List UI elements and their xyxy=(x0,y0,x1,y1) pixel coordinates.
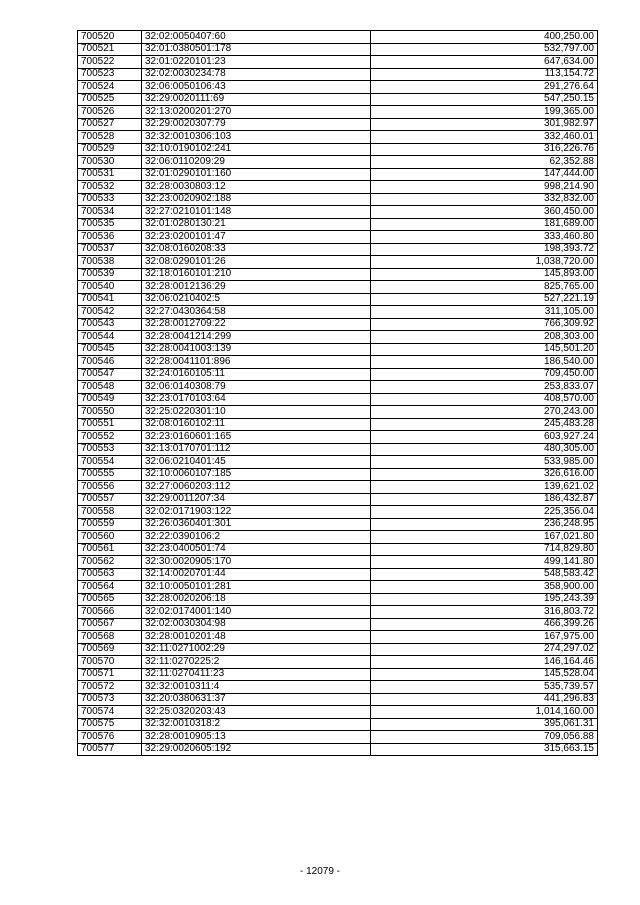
record-id-cell: 700553 xyxy=(78,443,142,456)
record-id-cell: 700557 xyxy=(78,493,142,506)
amount-cell: 466,399.26 xyxy=(371,618,598,631)
table-row xyxy=(78,418,598,431)
amount-cell: 603,927.24 xyxy=(371,431,598,444)
table-row xyxy=(78,668,598,681)
table-row xyxy=(78,81,598,94)
record-id-cell: 700528 xyxy=(78,131,142,144)
table-row xyxy=(78,106,598,119)
record-id-cell: 700549 xyxy=(78,393,142,406)
table-row xyxy=(78,643,598,656)
cadastral-number-cell: 32:23:0160601:165 xyxy=(142,431,371,444)
record-id-cell: 700533 xyxy=(78,193,142,206)
cadastral-number-cell: 32:14:0020701:44 xyxy=(142,568,371,581)
amount-cell: 532,797.00 xyxy=(371,43,598,56)
cadastral-number-cell: 32:28:0041214:299 xyxy=(142,331,371,344)
table-row xyxy=(78,93,598,106)
cadastral-number-cell: 32:11:0270411:23 xyxy=(142,668,371,681)
record-id-cell: 700535 xyxy=(78,218,142,231)
record-id-cell: 700559 xyxy=(78,518,142,531)
cadastral-number-cell: 32:10:0050101:281 xyxy=(142,581,371,594)
table-row xyxy=(78,693,598,706)
table-row xyxy=(78,256,598,269)
record-id-cell: 700555 xyxy=(78,468,142,481)
record-id-cell: 700539 xyxy=(78,268,142,281)
records-table-body xyxy=(78,31,598,756)
record-id-cell: 700554 xyxy=(78,456,142,469)
cadastral-number-cell: 32:13:0170701:112 xyxy=(142,443,371,456)
amount-cell: 358,900.00 xyxy=(371,581,598,594)
record-id-cell: 700558 xyxy=(78,506,142,519)
table-row xyxy=(78,568,598,581)
record-id-cell: 700520 xyxy=(78,31,142,44)
amount-cell: 208,303.00 xyxy=(371,331,598,344)
record-id-cell: 700567 xyxy=(78,618,142,631)
record-id-cell: 700523 xyxy=(78,68,142,81)
cadastral-number-cell: 32:30:0020905:170 xyxy=(142,556,371,569)
record-id-cell: 700538 xyxy=(78,256,142,269)
record-id-cell: 700543 xyxy=(78,318,142,331)
amount-cell: 195,243.39 xyxy=(371,593,598,606)
records-table xyxy=(77,30,598,756)
record-id-cell: 700566 xyxy=(78,606,142,619)
cadastral-number-cell: 32:06:0210402:5 xyxy=(142,293,371,306)
amount-cell: 270,243.00 xyxy=(371,406,598,419)
record-id-cell: 700537 xyxy=(78,243,142,256)
table-row xyxy=(78,493,598,506)
table-row xyxy=(78,556,598,569)
cadastral-number-cell: 32:18:0160101:210 xyxy=(142,268,371,281)
cadastral-number-cell: 32:02:0030304:98 xyxy=(142,618,371,631)
amount-cell: 186,540.00 xyxy=(371,356,598,369)
amount-cell: 146,164.46 xyxy=(371,656,598,669)
cadastral-number-cell: 32:11:0270225:2 xyxy=(142,656,371,669)
record-id-cell: 700577 xyxy=(78,743,142,756)
table-row xyxy=(78,131,598,144)
cadastral-number-cell: 32:01:0220101:23 xyxy=(142,56,371,69)
table-row xyxy=(78,193,598,206)
cadastral-number-cell: 32:06:0210401:45 xyxy=(142,456,371,469)
amount-cell: 547,250.15 xyxy=(371,93,598,106)
table-row xyxy=(78,56,598,69)
cadastral-number-cell: 32:28:0041003:139 xyxy=(142,343,371,356)
cadastral-number-cell: 32:28:0012709:22 xyxy=(142,318,371,331)
record-id-cell: 700573 xyxy=(78,693,142,706)
table-row xyxy=(78,331,598,344)
record-id-cell: 700545 xyxy=(78,343,142,356)
cadastral-number-cell: 32:06:0110209:29 xyxy=(142,156,371,169)
amount-cell: 199,365.00 xyxy=(371,106,598,119)
table-row xyxy=(78,156,598,169)
amount-cell: 301,982.97 xyxy=(371,118,598,131)
record-id-cell: 700561 xyxy=(78,543,142,556)
amount-cell: 395,061.31 xyxy=(371,718,598,731)
amount-cell: 316,226.76 xyxy=(371,143,598,156)
amount-cell: 480,305.00 xyxy=(371,443,598,456)
cadastral-number-cell: 32:32:0010306:103 xyxy=(142,131,371,144)
record-id-cell: 700550 xyxy=(78,406,142,419)
cadastral-number-cell: 32:01:0380501:178 xyxy=(142,43,371,56)
cadastral-number-cell: 32:02:0174001:140 xyxy=(142,606,371,619)
record-id-cell: 700556 xyxy=(78,481,142,494)
record-id-cell: 700534 xyxy=(78,206,142,219)
cadastral-number-cell: 32:01:0280130:21 xyxy=(142,218,371,231)
record-id-cell: 700531 xyxy=(78,168,142,181)
record-id-cell: 700524 xyxy=(78,81,142,94)
record-id-cell: 700562 xyxy=(78,556,142,569)
amount-cell: 186,432.87 xyxy=(371,493,598,506)
record-id-cell: 700526 xyxy=(78,106,142,119)
record-id-cell: 700536 xyxy=(78,231,142,244)
table-row xyxy=(78,243,598,256)
amount-cell: 400,250.00 xyxy=(371,31,598,44)
table-row xyxy=(78,118,598,131)
cadastral-number-cell: 32:24:0160105:11 xyxy=(142,368,371,381)
table-row xyxy=(78,281,598,294)
amount-cell: 198,393.72 xyxy=(371,243,598,256)
table-row xyxy=(78,656,598,669)
table-row xyxy=(78,631,598,644)
cadastral-number-cell: 32:23:0020902:188 xyxy=(142,193,371,206)
cadastral-number-cell: 32:11:0271002:29 xyxy=(142,643,371,656)
record-id-cell: 700525 xyxy=(78,93,142,106)
cadastral-number-cell: 32:06:0140308:79 xyxy=(142,381,371,394)
cadastral-number-cell: 32:06:0050106:43 xyxy=(142,81,371,94)
record-id-cell: 700563 xyxy=(78,568,142,581)
amount-cell: 825,765.00 xyxy=(371,281,598,294)
table-row xyxy=(78,706,598,719)
amount-cell: 113,154.72 xyxy=(371,68,598,81)
table-row xyxy=(78,743,598,756)
cadastral-number-cell: 32:28:0041101:896 xyxy=(142,356,371,369)
amount-cell: 145,528.04 xyxy=(371,668,598,681)
amount-cell: 145,893.00 xyxy=(371,268,598,281)
table-row xyxy=(78,681,598,694)
amount-cell: 181,689.00 xyxy=(371,218,598,231)
cadastral-number-cell: 32:02:0171903:122 xyxy=(142,506,371,519)
amount-cell: 998,214.90 xyxy=(371,181,598,194)
amount-cell: 236,248.95 xyxy=(371,518,598,531)
cadastral-number-cell: 32:32:0010318:2 xyxy=(142,718,371,731)
amount-cell: 225,356.04 xyxy=(371,506,598,519)
record-id-cell: 700547 xyxy=(78,368,142,381)
amount-cell: 647,634.00 xyxy=(371,56,598,69)
cadastral-number-cell: 32:20:0380631:37 xyxy=(142,693,371,706)
cadastral-number-cell: 32:08:0290101:26 xyxy=(142,256,371,269)
amount-cell: 326,616.00 xyxy=(371,468,598,481)
record-id-cell: 700569 xyxy=(78,643,142,656)
cadastral-number-cell: 32:22:0390106:2 xyxy=(142,531,371,544)
cadastral-number-cell: 32:23:0170103:64 xyxy=(142,393,371,406)
cadastral-number-cell: 32:29:0020307:79 xyxy=(142,118,371,131)
table-row xyxy=(78,218,598,231)
record-id-cell: 700532 xyxy=(78,181,142,194)
amount-cell: 332,832.00 xyxy=(371,193,598,206)
cadastral-number-cell: 32:28:0012136:29 xyxy=(142,281,371,294)
record-id-cell: 700575 xyxy=(78,718,142,731)
cadastral-number-cell: 32:28:0010905:13 xyxy=(142,731,371,744)
table-row xyxy=(78,518,598,531)
record-id-cell: 700572 xyxy=(78,681,142,694)
table-row xyxy=(78,231,598,244)
record-id-cell: 700548 xyxy=(78,381,142,394)
table-row xyxy=(78,293,598,306)
amount-cell: 315,663.15 xyxy=(371,743,598,756)
cadastral-number-cell: 32:13:0200201:270 xyxy=(142,106,371,119)
table-row xyxy=(78,343,598,356)
amount-cell: 714,829.80 xyxy=(371,543,598,556)
cadastral-number-cell: 32:32:0010311:4 xyxy=(142,681,371,694)
table-row xyxy=(78,718,598,731)
record-id-cell: 700530 xyxy=(78,156,142,169)
record-id-cell: 700522 xyxy=(78,56,142,69)
cadastral-number-cell: 32:25:0320203:43 xyxy=(142,706,371,719)
cadastral-number-cell: 32:01:0290101:160 xyxy=(142,168,371,181)
record-id-cell: 700565 xyxy=(78,593,142,606)
cadastral-number-cell: 32:29:0020605:192 xyxy=(142,743,371,756)
table-row xyxy=(78,456,598,469)
record-id-cell: 700564 xyxy=(78,581,142,594)
table-row xyxy=(78,531,598,544)
cadastral-number-cell: 32:28:0020206:18 xyxy=(142,593,371,606)
table-row xyxy=(78,268,598,281)
record-id-cell: 700551 xyxy=(78,418,142,431)
table-row xyxy=(78,581,598,594)
record-id-cell: 700560 xyxy=(78,531,142,544)
cadastral-number-cell: 32:23:0200101:47 xyxy=(142,231,371,244)
cadastral-number-cell: 32:08:0160208:33 xyxy=(142,243,371,256)
cadastral-number-cell: 32:27:0210101:148 xyxy=(142,206,371,219)
amount-cell: 62,352.88 xyxy=(371,156,598,169)
cadastral-number-cell: 32:29:0020111:69 xyxy=(142,93,371,106)
amount-cell: 441,296.83 xyxy=(371,693,598,706)
table-row xyxy=(78,606,598,619)
amount-cell: 145,501.20 xyxy=(371,343,598,356)
amount-cell: 332,460.01 xyxy=(371,131,598,144)
table-row xyxy=(78,68,598,81)
table-row xyxy=(78,393,598,406)
table-row xyxy=(78,206,598,219)
cadastral-number-cell: 32:28:0010201:48 xyxy=(142,631,371,644)
amount-cell: 274,297.02 xyxy=(371,643,598,656)
cadastral-number-cell: 32:28:0030803:12 xyxy=(142,181,371,194)
record-id-cell: 700521 xyxy=(78,43,142,56)
amount-cell: 167,975.00 xyxy=(371,631,598,644)
amount-cell: 533,985.00 xyxy=(371,456,598,469)
table-row xyxy=(78,381,598,394)
table-row xyxy=(78,168,598,181)
table-row xyxy=(78,618,598,631)
amount-cell: 499,141.80 xyxy=(371,556,598,569)
record-id-cell: 700546 xyxy=(78,356,142,369)
cadastral-number-cell: 32:10:0060107:185 xyxy=(142,468,371,481)
table-row xyxy=(78,143,598,156)
amount-cell: 535,739.57 xyxy=(371,681,598,694)
table-row xyxy=(78,468,598,481)
record-id-cell: 700571 xyxy=(78,668,142,681)
amount-cell: 548,583.42 xyxy=(371,568,598,581)
amount-cell: 316,803.72 xyxy=(371,606,598,619)
amount-cell: 253,833.07 xyxy=(371,381,598,394)
table-row xyxy=(78,543,598,556)
cadastral-number-cell: 32:10:0190102:241 xyxy=(142,143,371,156)
amount-cell: 709,450.00 xyxy=(371,368,598,381)
cadastral-number-cell: 32:02:0030234:78 xyxy=(142,68,371,81)
table-row xyxy=(78,31,598,44)
amount-cell: 1,014,160.00 xyxy=(371,706,598,719)
record-id-cell: 700529 xyxy=(78,143,142,156)
amount-cell: 245,483.28 xyxy=(371,418,598,431)
amount-cell: 766,309.92 xyxy=(371,318,598,331)
table-row xyxy=(78,356,598,369)
table-row xyxy=(78,431,598,444)
table-row xyxy=(78,406,598,419)
amount-cell: 147,444.00 xyxy=(371,168,598,181)
record-id-cell: 700576 xyxy=(78,731,142,744)
record-id-cell: 700568 xyxy=(78,631,142,644)
cadastral-number-cell: 32:27:0060203:112 xyxy=(142,481,371,494)
table-row xyxy=(78,506,598,519)
amount-cell: 360,450.00 xyxy=(371,206,598,219)
amount-cell: 139,621.02 xyxy=(371,481,598,494)
amount-cell: 709,056.88 xyxy=(371,731,598,744)
page-number: - 12079 - xyxy=(299,866,341,877)
record-id-cell: 700542 xyxy=(78,306,142,319)
cadastral-number-cell: 32:26:0360401:301 xyxy=(142,518,371,531)
record-id-cell: 700570 xyxy=(78,656,142,669)
cadastral-number-cell: 32:02:0050407:60 xyxy=(142,31,371,44)
amount-cell: 408,570.00 xyxy=(371,393,598,406)
amount-cell: 291,276.64 xyxy=(371,81,598,94)
table-row xyxy=(78,481,598,494)
cadastral-number-cell: 32:29:0011207:34 xyxy=(142,493,371,506)
table-row xyxy=(78,306,598,319)
record-id-cell: 700552 xyxy=(78,431,142,444)
amount-cell: 311,105.00 xyxy=(371,306,598,319)
record-id-cell: 700541 xyxy=(78,293,142,306)
record-id-cell: 700527 xyxy=(78,118,142,131)
amount-cell: 167,021.80 xyxy=(371,531,598,544)
table-row xyxy=(78,318,598,331)
record-id-cell: 700544 xyxy=(78,331,142,344)
cadastral-number-cell: 32:27:0430364:58 xyxy=(142,306,371,319)
table-row xyxy=(78,43,598,56)
table-row xyxy=(78,368,598,381)
table-row xyxy=(78,443,598,456)
record-id-cell: 700574 xyxy=(78,706,142,719)
cadastral-number-cell: 32:08:0160102:11 xyxy=(142,418,371,431)
cadastral-number-cell: 32:23:0400501:74 xyxy=(142,543,371,556)
table-row xyxy=(78,593,598,606)
table-row xyxy=(78,181,598,194)
table-row xyxy=(78,731,598,744)
amount-cell: 333,460.80 xyxy=(371,231,598,244)
amount-cell: 1,038,720.00 xyxy=(371,256,598,269)
record-id-cell: 700540 xyxy=(78,281,142,294)
amount-cell: 527,221.19 xyxy=(371,293,598,306)
cadastral-number-cell: 32:25:0220301:10 xyxy=(142,406,371,419)
